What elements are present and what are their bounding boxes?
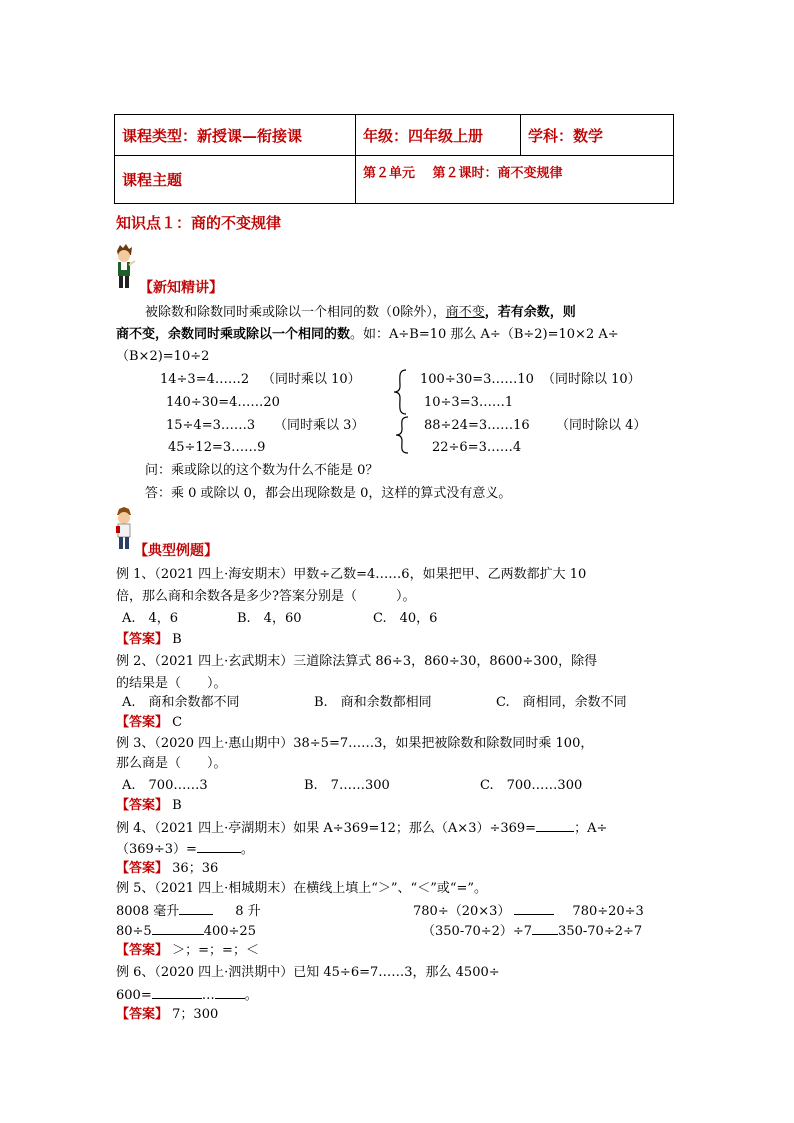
answer-label: 【答案】 bbox=[116, 861, 169, 876]
note-left-3: （同时乘以 3） bbox=[274, 418, 365, 433]
ex4-line-1-text: 例 4、（2021 四上·亭湖期末）如果 A÷369=12；那么（A×3）÷369= bbox=[116, 821, 537, 836]
grade-cell bbox=[356, 115, 521, 156]
ex6-answer bbox=[116, 1004, 218, 1025]
ex2-option-c: C. 商相同，余数不同 bbox=[496, 695, 627, 710]
ex5-blank-3[interactable] bbox=[152, 920, 204, 935]
note-left-1: （同时乘以 10） bbox=[262, 372, 361, 387]
ex3-line-1: 例 3、（2020 四上·惠山期中）38÷5=7……3，如果把被除数和除数同时乘 100， bbox=[116, 736, 594, 751]
ex5-item-1-left: 8008 毫升 bbox=[116, 904, 180, 919]
ex5-item-3-left: 80÷5 bbox=[116, 924, 152, 939]
ex6-answer-value: 7；300 bbox=[172, 1007, 219, 1022]
topic-value: 第２单元 第２课时：商不变规律 bbox=[363, 166, 563, 181]
ex1-option-c: C. 40，6 bbox=[373, 611, 438, 626]
examples-heading: 【典型例题】 bbox=[134, 543, 218, 559]
course-type-cell bbox=[115, 115, 356, 156]
ex4-line-2-tail: 。 bbox=[240, 842, 254, 857]
subject-cell bbox=[521, 115, 674, 156]
course-type: 课程类型：新授课—衔接课 bbox=[122, 126, 303, 145]
note-right-3: （同时除以 4） bbox=[556, 418, 647, 433]
ex6-remainder-dots: … bbox=[201, 988, 215, 1003]
ex4-answer-value: 36；36 bbox=[172, 861, 219, 876]
eq-left-2: 140÷30=4……20 bbox=[166, 395, 280, 410]
answer-label: 【答案】 bbox=[116, 632, 169, 647]
teacher-cartoon-icon bbox=[112, 243, 136, 291]
answer-label: 【答案】 bbox=[116, 1007, 169, 1022]
ex5-item-4 bbox=[422, 920, 642, 942]
eq-right-1: 100÷30=3……10 bbox=[420, 372, 534, 387]
ex5-blank-1[interactable] bbox=[179, 900, 213, 915]
ex1-answer bbox=[116, 629, 182, 650]
topic-value-cell bbox=[356, 156, 674, 204]
ex4-line-2 bbox=[116, 838, 254, 860]
ex5-item-1-right: 8 升 bbox=[235, 904, 261, 919]
ex6-line-2-tail: 。 bbox=[244, 988, 258, 1003]
ex5-item-3-right: 400÷25 bbox=[203, 924, 256, 939]
ex3-line-2: 那么商是（ ）。 bbox=[116, 756, 227, 771]
ex3-option-b: B. 7……300 bbox=[304, 778, 390, 793]
ex3-answer-value: B bbox=[172, 798, 182, 813]
ex2-answer-value: C bbox=[172, 715, 183, 730]
knowledge-point-title: 知识点１：商的不变规律 bbox=[116, 214, 282, 232]
ex3-option-c: C. 700……300 bbox=[480, 778, 583, 793]
ex3-answer bbox=[116, 795, 182, 816]
eq-right-2: 10÷3=3……1 bbox=[424, 395, 514, 410]
ex5-blank-2[interactable] bbox=[514, 900, 554, 915]
ex5-item-2-right: 780÷20÷3 bbox=[572, 904, 644, 919]
ex4-line-1 bbox=[116, 817, 607, 839]
ex5-item-3 bbox=[116, 920, 256, 942]
eq-right-3: 88÷24=3……16 bbox=[424, 418, 530, 433]
topic-label: 课程主题 bbox=[122, 171, 183, 189]
eq-left-3: 15÷4=3……3 bbox=[166, 418, 256, 433]
student-cartoon-icon bbox=[112, 506, 136, 552]
brace-upper bbox=[392, 368, 408, 416]
eq-left-1: 14÷3=4……2 bbox=[160, 372, 250, 387]
ex4-answer bbox=[116, 858, 218, 879]
ex1-line-1: 例 1、（2021 四上·海安期末）甲数÷乙数=4……6，如果把甲、乙两数都扩大 10 bbox=[116, 567, 587, 582]
answer-text: 答：乘 0 或除以 0，都会出现除数是 0，这样的算式没有意义。 bbox=[145, 486, 512, 501]
course-info-table bbox=[114, 114, 674, 204]
answer-label: 【答案】 bbox=[116, 943, 169, 958]
ex2-answer bbox=[116, 712, 182, 733]
ex2-option-b: B. 商和余数都相同 bbox=[314, 695, 432, 710]
rule-line-1b: 商不变 bbox=[445, 305, 485, 320]
ex6-blank-1[interactable] bbox=[152, 984, 202, 999]
grade: 年级：四年级上册 bbox=[363, 126, 484, 145]
ex6-line-2-text: 600= bbox=[116, 988, 152, 1003]
new-knowledge-heading: 【新知精讲】 bbox=[139, 280, 223, 296]
rule-line-1a: 被除数和除数同时乘或除以一个相同的数（0除外）， bbox=[145, 305, 446, 320]
ex6-line-2 bbox=[116, 984, 258, 1006]
question-text: 问：乘或除以的这个数为什么不能是 0？ bbox=[145, 463, 379, 478]
ex3-option-a: A. 700……3 bbox=[122, 778, 208, 793]
answer-label: 【答案】 bbox=[116, 798, 169, 813]
ex4-line-2-text: （369÷3）= bbox=[116, 842, 197, 857]
ex2-line-2: 的结果是（ ）。 bbox=[116, 676, 227, 691]
ex5-blank-4[interactable] bbox=[532, 920, 558, 935]
ex4-blank-1[interactable] bbox=[536, 817, 574, 832]
ex5-item-4-left: （350-70÷2）÷7 bbox=[422, 924, 533, 939]
ex5-item-1 bbox=[116, 900, 261, 922]
rule-line-1c: ，若有余数，则 bbox=[484, 305, 576, 320]
ex2-line-1: 例 2、（2021 四上·玄武期末）三道除法算式 86÷3，860÷30，8600÷300，除得 bbox=[116, 654, 598, 669]
ex1-answer-value: B bbox=[172, 632, 182, 647]
eq-left-4: 45÷12=3……9 bbox=[168, 440, 266, 455]
brace-lower bbox=[394, 415, 410, 455]
ex1-line-2: 倍，那么商和余数各是多少?答案分别是（ ）。 bbox=[116, 589, 416, 604]
ex5-answer bbox=[116, 940, 259, 961]
eq-right-4: 22÷6=3……4 bbox=[432, 440, 522, 455]
ex6-blank-2[interactable] bbox=[215, 984, 245, 999]
rule-line-2a: 商不变，余数同时乘或除以一个相同的数 bbox=[116, 327, 351, 342]
ex5-item-2-left: 780÷（20×3） bbox=[413, 904, 511, 919]
topic-label-cell bbox=[115, 156, 356, 204]
ex5-item-2 bbox=[413, 900, 644, 922]
note-right-1: （同时除以 10） bbox=[542, 372, 641, 387]
ex1-option-a: A. 4，6 bbox=[122, 611, 179, 626]
rule-line-2 bbox=[116, 324, 619, 345]
ex2-option-a: A. 商和余数都不同 bbox=[122, 695, 240, 710]
rule-line-3: （B×2)=10÷2 bbox=[116, 349, 210, 364]
ex4-line-1-tail: ；A÷ bbox=[574, 821, 608, 836]
ex6-line-1: 例 6、（2020 四上·泗洪期中）已知 45÷6=7……3，那么 4500÷ bbox=[116, 965, 500, 980]
ex5-line-1: 例 5、（2021 四上·相城期末）在横线上填上“＞”、“＜”或“=”。 bbox=[116, 881, 488, 896]
ex1-option-b: B. 4，60 bbox=[237, 611, 302, 626]
ex5-answer-value: ＞；=；=；＜ bbox=[172, 943, 259, 958]
subject: 学科：数学 bbox=[528, 126, 604, 145]
rule-line-1 bbox=[145, 302, 576, 323]
answer-label: 【答案】 bbox=[116, 715, 169, 730]
rule-line-2b: 。如：A÷B=10 那么 A÷（B÷2)=10×2 A÷ bbox=[350, 327, 619, 342]
ex5-item-4-right: 350-70÷2÷7 bbox=[558, 924, 643, 939]
ex4-blank-2[interactable] bbox=[197, 838, 241, 853]
